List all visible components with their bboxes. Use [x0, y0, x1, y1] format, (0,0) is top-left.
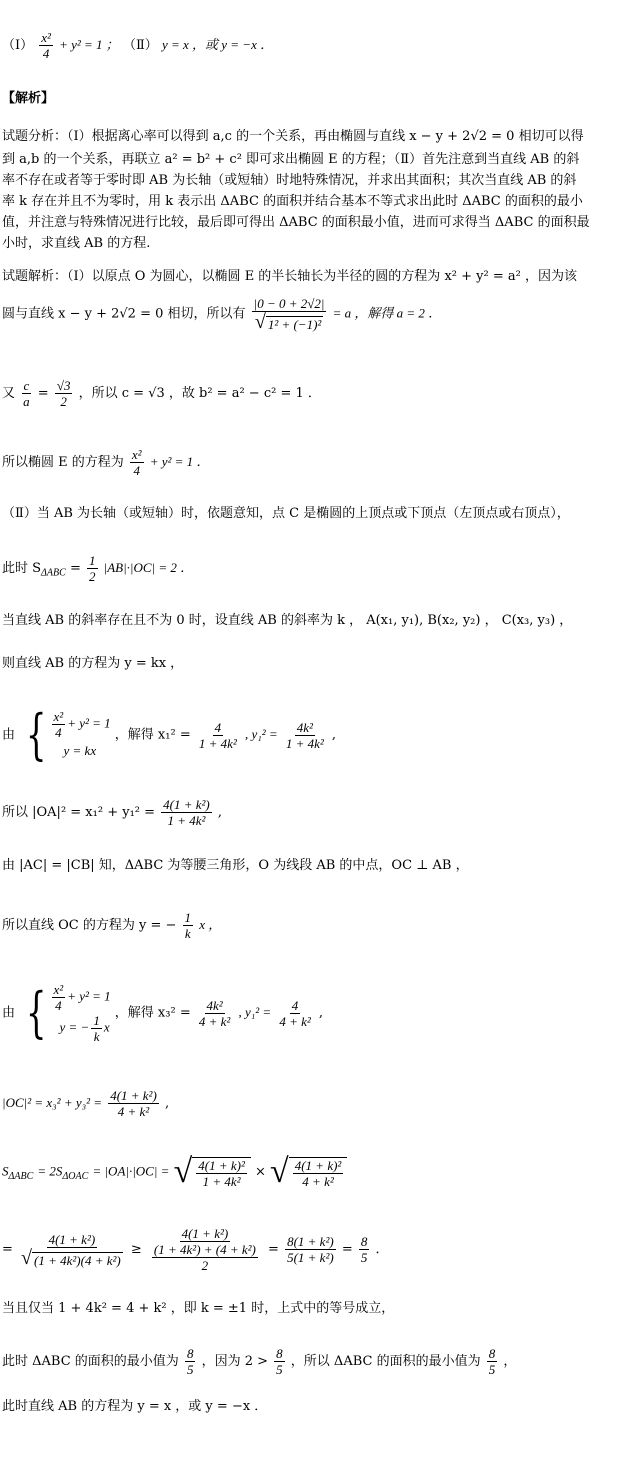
solution-line-10: 所以 |OA|² = x₁² + y₁² = $\frac{\text{4(1 + k²)}}{\text{1 + 4k²}}$ , [2, 797, 223, 828]
analysis-line-6: 小时，求直线 AB 的方程. [2, 236, 151, 251]
answer-eq1-rest: + y² = 1 ； [59, 37, 119, 52]
solution-line-13: 由 { $\frac{\text{x²}}{4}$ + y² = 1 y = − $\frac{1}{k}$ x ，解得 x₃² = $\frac{\text{4k²}}{\text{4 + k²}}$ , y₁² = $\frac{4}{\text{4 + k²}}$ , [2, 981, 324, 1044]
answer-label-2: （Ⅱ） [122, 38, 158, 53]
solution-line-2: 圆与直线 x − y + 2√2 = 0 相切，所以有 |0 − 0 + 2√2| √ 1² + (−1)² = a ，解得 a = 2 ． [2, 296, 442, 333]
answer-label-1: （Ⅰ） [2, 38, 34, 53]
solution-line-7: 当直线 AB 的斜率存在且不为 0 时，设直线 AB 的斜率为 k ， A(x₁, y₁), B(x₂, y₂) ， C(x₃, y₃) ， [2, 613, 573, 628]
analysis-line-1: 试题分析：（Ⅰ）根据离心率可以得到 a,c 的一个关系，再由椭圆与直线 x − y + 2√2 = 0 相切可以得 [2, 129, 584, 144]
solution-line-12: 所以直线 OC 的方程为 y = − $\frac{1}{k}$ x ， [2, 910, 222, 941]
tangent-distance-fraction: |0 − 0 + 2√2| √ 1² + (−1)² [253, 296, 325, 333]
solution-line-15: $S_{\Delta ABC} = 2S_{\Delta OAC} = |OA|\cdot|OC|$ = √ $\frac{\text{4(1 + k)²}}{\text{1 + 4k²}}$ × √ $\frac{\text{4(1 + k)²}}{\text{4 + k²}}$ [2, 1155, 347, 1189]
answer-fraction: $\frac{\text{x²}}{4}$ [41, 30, 51, 61]
solution-line-18: 此时 ΔABC 的面积的最小值为 $\frac{8}{5}$ ，因为 2 > $\frac{8}{5}$ ，所以 ΔABC 的面积的最小值为 $\frac{8}{5}$ ， [2, 1346, 517, 1377]
solution-line-8: 则直线 AB 的方程为 y = kx ， [2, 656, 184, 671]
solution-line-9: 由 { $\frac{\text{x²}}{4}$ + y² = 1 y = kx ，解得 x₁² = $\frac{4}{\text{1 + 4k²}}$ , y₁² = $\frac{\text{4k²}}{\text{1 + 4k²}}$ , [2, 703, 337, 766]
equation-system-1: { $\frac{\text{x²}}{4}$ + y² = 1 y = kx [26, 703, 111, 766]
solution-line-5: （Ⅱ）当 AB 为长轴（或短轴）时，依题意知，点 C 是椭圆的上顶点或下顶点（左顶点或右顶点）， [2, 506, 570, 521]
solution-line-14: |OC|² = x₃² + y₃² = $\frac{\text{4(1 + k²)}}{\text{4 + k²}}$ , [2, 1088, 170, 1119]
solution-line-16: = 4(1 + k²) √ (1 + 4k²)(4 + k²) ≥ $\frac{\text{4(1 + k²)}}{\frac{\text{(1 + 4k²) + (4 + k²)}}{2}}$ = $\frac{\text{8(1 + k²)}}{\text{5(1 + k²)}}$ = $\frac{8}{5}$ ． [2, 1226, 389, 1273]
analysis-line-5: 值，并注意与特殊情况进行比较，最后即可得出 ΔABC 的面积最小值，进而可求得当 ΔABC 的面积最 [2, 215, 590, 230]
solution-line-4: 所以椭圆 E 的方程为 $\frac{\text{x²}}{4}$ + y² = 1 ． [2, 447, 210, 478]
solution-line-11: 由 |AC| = |CB| 知，ΔABC 为等腰三角形，O 为线段 AB 的中点，OC ⊥ AB ， [2, 858, 469, 873]
analysis-line-4: 率 k 存在并且不为零时，用 k 表示出 ΔABC 的面积并结合基本不等式求出此时 ΔABC 的面积的最小 [2, 194, 583, 209]
solution-line-3: 又 $\frac{c}{a}$ = $\frac{√3}{2}$ ，所以 c = √3 ，故 b² = a² − c² = 1 ． [2, 378, 321, 409]
equation-system-2: { $\frac{\text{x²}}{4}$ + y² = 1 y = − $\frac{1}{k}$ x [26, 981, 111, 1044]
solution-line-19: 此时直线 AB 的方程为 y = x ，或 y = −x ． [2, 1399, 268, 1414]
answer-line [2, 30, 273, 61]
section-title: 【解析】 [2, 91, 55, 106]
solution-line-6: 此时 $S_{\Delta ABC}$ = $\frac{1}{2}$ |AB|·|OC| = 2 ． [2, 553, 194, 584]
solution-line-17: 当且仅当 1 + 4k² = 4 + k² ，即 k = ±1 时，上式中的等号成立， [2, 1301, 395, 1316]
answer-eq2: y = x ，或 y = −x ． [161, 37, 274, 52]
solution-line-1: 试题解析：（Ⅰ）以原点 O 为圆心，以椭圆 E 的半长轴长为半径的圆的方程为 x² + y² = a² ，因为该 [2, 269, 577, 284]
analysis-line-2: 到 a,b 的一个关系，再联立 a² = b² + c² 即可求出椭圆 E 的方程；（Ⅱ）首先注意到当直线 AB 的斜 [2, 152, 580, 167]
analysis-line-3: 率不存在或者等于零时即 AB 为长轴（或短轴）时地特殊情况，并求出其面积；其次当直线 AB 的斜 [2, 173, 577, 188]
